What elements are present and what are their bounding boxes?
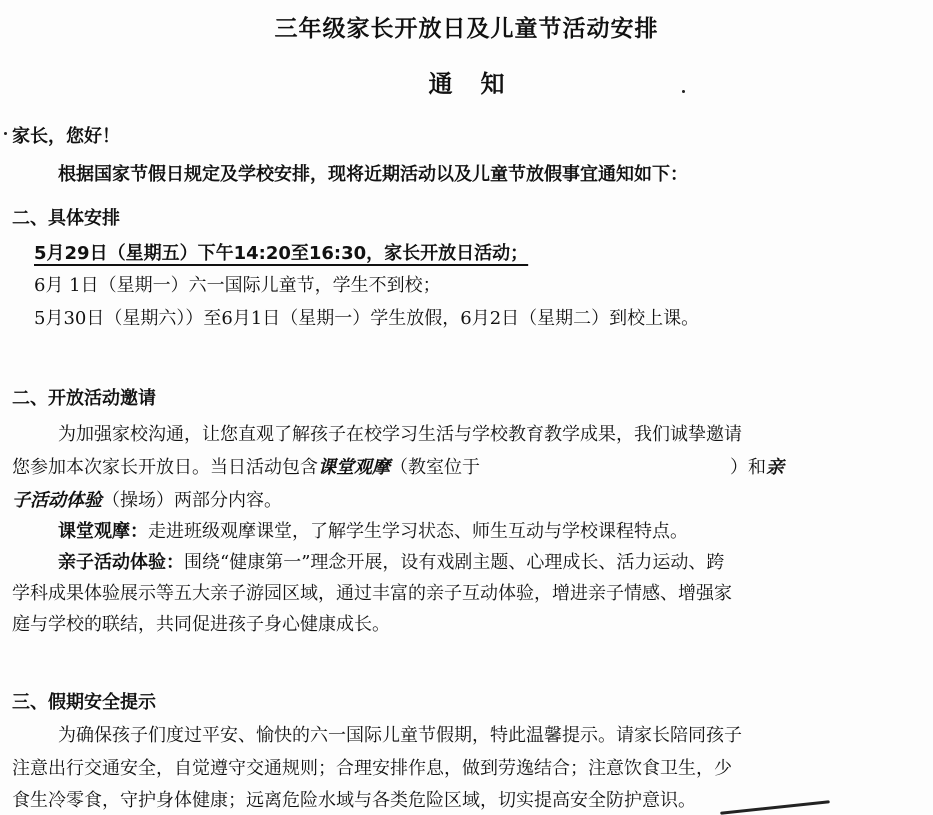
schedule-item-holiday: 5月30日（星期六））至6月1日（星期一）学生放假，6月2日（星期二）到校上课。 (34, 308, 700, 329)
section1-heading: 二、具体安排 (12, 208, 120, 229)
invitation-line-1: 为加强家校沟通，让您直观了解孩子在校学习生活与学校教育教学成果，我们诚挚邀请 (58, 424, 742, 445)
pen-stroke-mark (720, 800, 830, 814)
safety-line-2: 注意出行交通安全，自觉遵守交通规则；合理安排作息，做到劳逸结合；注意饮食卫生，少 (12, 758, 732, 779)
classroom-observation-emph: 课堂观摩 (318, 457, 390, 478)
classroom-observation-text: 走进班级观摩课堂，了解学生学习状态、师生互动与学校课程特点。 (148, 521, 688, 542)
intro-paragraph: 根据国家节假日规定及学校安排，现将近期活动以及儿童节放假事宜通知如下： (58, 164, 688, 185)
parent-child-activity-line-3: 庭与学校的联结，共同促进孩子身心健康成长。 (12, 614, 390, 635)
invitation-text-b: （教室位于 (390, 457, 480, 478)
parent-child-activity-label: 亲子活动体验： (58, 552, 184, 573)
parent-child-activity-line-2: 学科成果体验展示等五大亲子游园区域，通过丰富的亲子互动体验，增进亲子情感、增强家 (12, 583, 732, 604)
invitation-text-d: （操场）两部分内容。 (102, 490, 282, 511)
invitation-line-2 (12, 453, 784, 479)
classroom-observation-label: 课堂观摩： (58, 521, 148, 542)
safety-line-3: 食生冷零食，守护身体健康；远离危险水域与各类危险区域，切实提高安全防护意识。 (12, 790, 696, 811)
parent-child-emph-start: 亲 (766, 457, 784, 478)
safety-line-1: 为确保孩子们度过平安、愉快的六一国际儿童节假期，特此温馨提示。请家长陪同孩子 (58, 725, 742, 746)
schedule-item-open-day: 5月29日（星期五）下午14:20至16:30，家长开放日活动； (34, 243, 529, 264)
schedule-item-childrens-day: 6月 1日（星期一）六一国际儿童节，学生不到校； (34, 275, 441, 296)
document-title: 三年级家长开放日及儿童节活动安排 (274, 16, 659, 42)
invitation-text-a: 您参加本次家长开放日。当日活动包含 (12, 457, 318, 478)
invitation-line-3 (12, 486, 282, 512)
parent-child-activity-text: 围绕“健康第一”理念开展，设有戏剧主题、心理成长、活力运动、跨 (184, 552, 725, 573)
section2-heading: 二、开放活动邀请 (12, 388, 156, 409)
invitation-text-c: ）和 (730, 457, 766, 478)
parent-child-activity-item (58, 548, 724, 574)
scan-speck (4, 132, 7, 135)
parent-child-activity-emph: 子活动体验 (12, 490, 102, 511)
scan-speck (682, 90, 685, 93)
section3-heading: 三、假期安全提示 (12, 692, 156, 713)
document-subtitle: 通知 (428, 70, 533, 98)
classroom-observation-item (58, 517, 688, 543)
greeting: 家长，您好！ (12, 126, 120, 147)
